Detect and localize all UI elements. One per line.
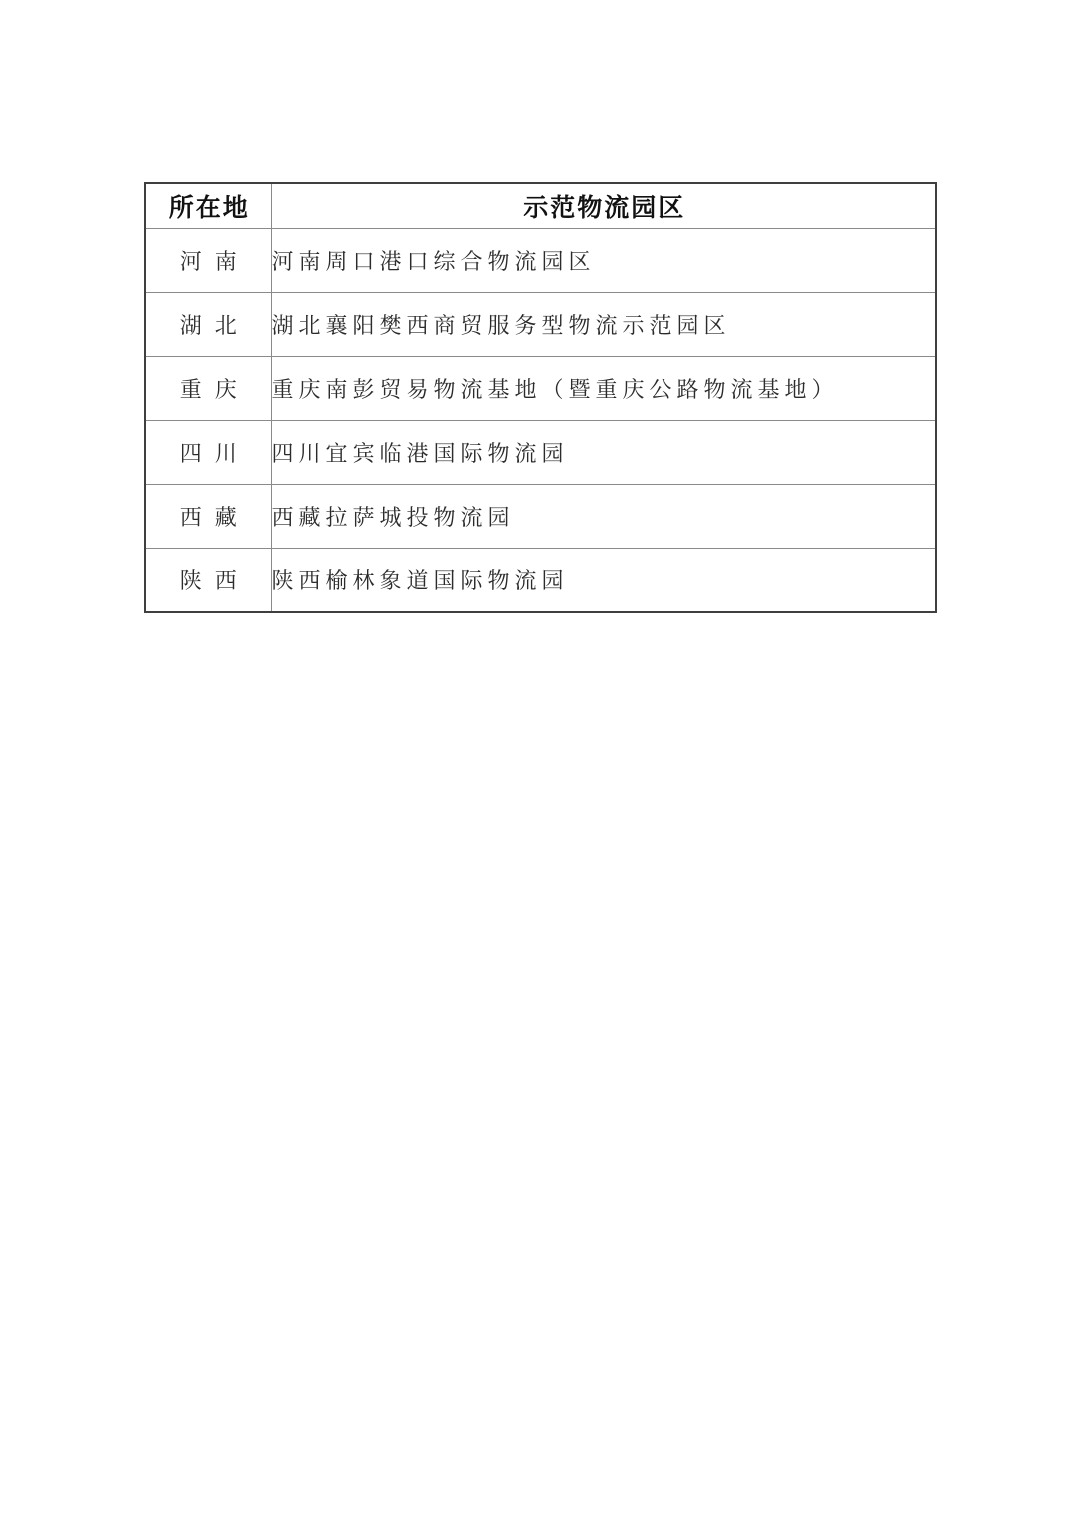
column-header-location: 所在地 — [145, 183, 271, 228]
table-row — [145, 484, 936, 548]
park-cell: 河南周口港口综合物流园区 — [271, 228, 936, 292]
table-header-row — [145, 183, 936, 228]
table-row — [145, 548, 936, 612]
table-row — [145, 356, 936, 420]
column-header-park: 示范物流园区 — [271, 183, 936, 228]
location-cell: 四川 — [145, 420, 271, 484]
logistics-parks-table — [144, 182, 937, 613]
table-row — [145, 292, 936, 356]
location-cell: 河南 — [145, 228, 271, 292]
logistics-parks-table-container — [144, 182, 937, 613]
table-row — [145, 228, 936, 292]
park-cell: 陕西榆林象道国际物流园 — [271, 548, 936, 612]
location-cell: 湖北 — [145, 292, 271, 356]
park-cell: 四川宜宾临港国际物流园 — [271, 420, 936, 484]
park-cell: 西藏拉萨城投物流园 — [271, 484, 936, 548]
park-cell: 湖北襄阳樊西商贸服务型物流示范园区 — [271, 292, 936, 356]
location-cell: 重庆 — [145, 356, 271, 420]
park-cell: 重庆南彭贸易物流基地（暨重庆公路物流基地） — [271, 356, 936, 420]
location-cell: 西藏 — [145, 484, 271, 548]
table-row — [145, 420, 936, 484]
location-cell: 陕西 — [145, 548, 271, 612]
